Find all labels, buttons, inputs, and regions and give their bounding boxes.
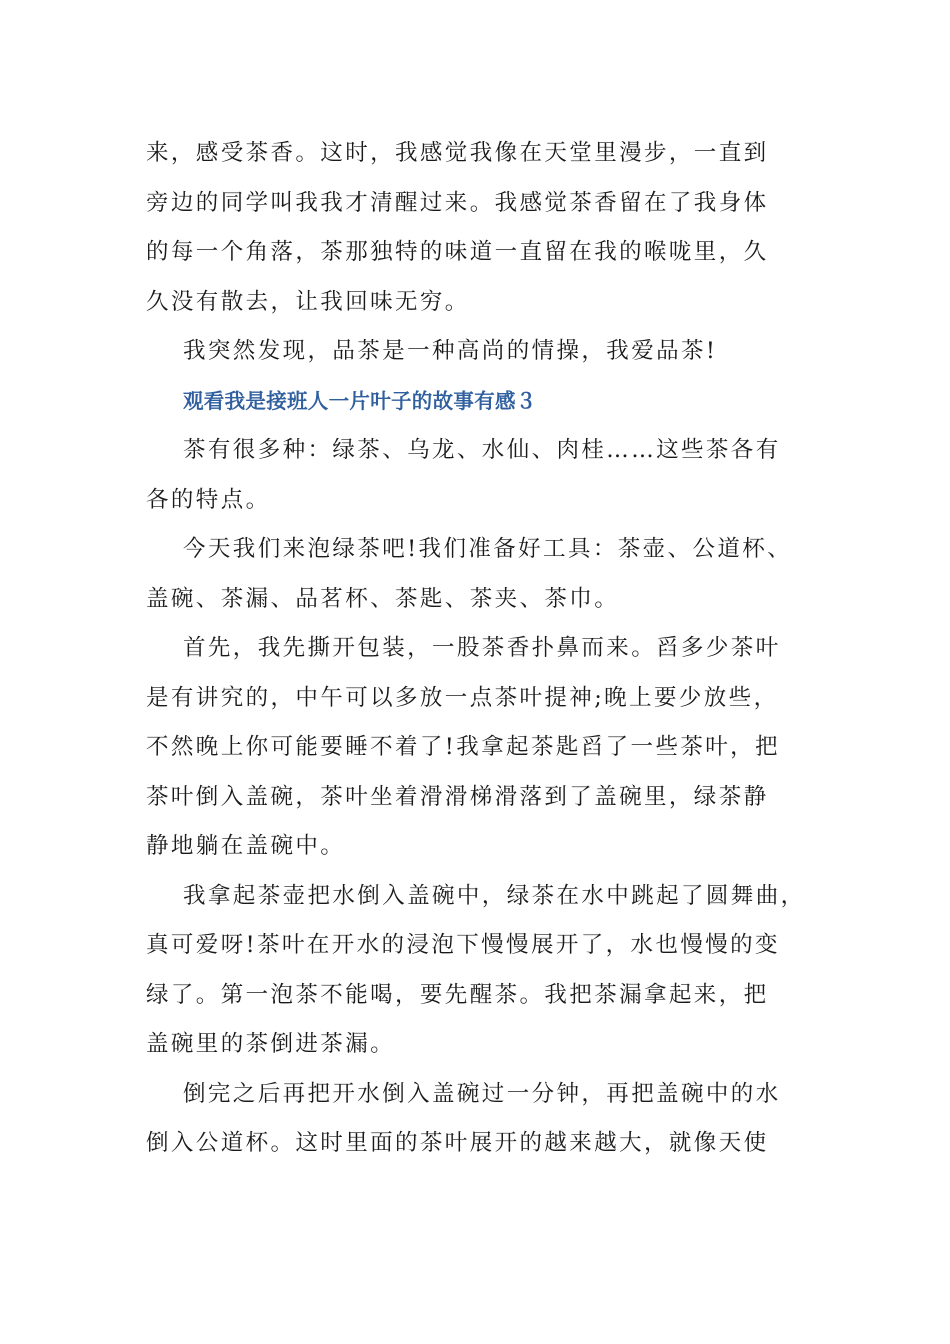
paragraph-line: 旁边的同学叫我我才清醒过来。我感觉茶香留在了我身体	[146, 189, 769, 216]
paragraph-line: 我突然发现，品茶是一种高尚的情操，我爱品茶!	[183, 338, 718, 364]
paragraph-line: 我拿起茶壶把水倒入盖碗中，绿茶在水中跳起了圆舞曲，	[183, 882, 806, 909]
section-heading: 观看我是接班人一片叶子的故事有感３	[183, 388, 537, 413]
paragraph-line: 盖碗、茶漏、品茗杯、茶匙、茶夹、茶巾。	[146, 585, 620, 612]
paragraph-line: 静地躺在盖碗中。	[146, 833, 346, 859]
paragraph-line: 茶叶倒入盖碗，茶叶坐着滑滑梯滑落到了盖碗里，绿茶静	[146, 783, 769, 810]
paragraph-line: 今天我们来泡绿茶吧!我们准备好工具：茶壶、公道杯、	[183, 536, 793, 562]
paragraph-line: 久没有散去，让我回味无穷。	[146, 288, 470, 315]
paragraph-line: 盖碗里的茶倒进茶漏。	[146, 1031, 396, 1057]
paragraph-line: 倒完之后再把开水倒入盖碗过一分钟，再把盖碗中的水	[183, 1080, 781, 1107]
paragraph-line: 不然晚上你可能要睡不着了!我拿起茶匙舀了一些茶叶，把	[146, 734, 780, 760]
document-body	[146, 133, 806, 1173]
paragraph-line: 首先，我先撕开包装，一股茶香扑鼻而来。舀多少茶叶	[183, 635, 781, 661]
paragraph-line: 茶有很多种：绿茶、乌龙、水仙、肉桂……这些茶各有	[183, 437, 781, 463]
paragraph-line: 绿了。第一泡茶不能喝，要先醒茶。我把茶漏拿起来，把	[146, 981, 769, 1008]
paragraph-line: 的每一个角落，茶那独特的味道一直留在我的喉咙里，久	[146, 239, 769, 265]
paragraph-line: 各的特点。	[146, 486, 271, 513]
paragraph-line: 是有讲究的，中午可以多放一点茶叶提神;晚上要少放些，	[146, 684, 779, 711]
paragraph-line: 来，感受茶香。这时，我感觉我像在天堂里漫步，一直到	[146, 140, 769, 166]
paragraph-line: 倒入公道杯。这时里面的茶叶展开的越来越大，就像天使	[146, 1130, 769, 1156]
paragraph-line: 真可爱呀!茶叶在开水的浸泡下慢慢展开了，水也慢慢的变	[146, 932, 780, 958]
